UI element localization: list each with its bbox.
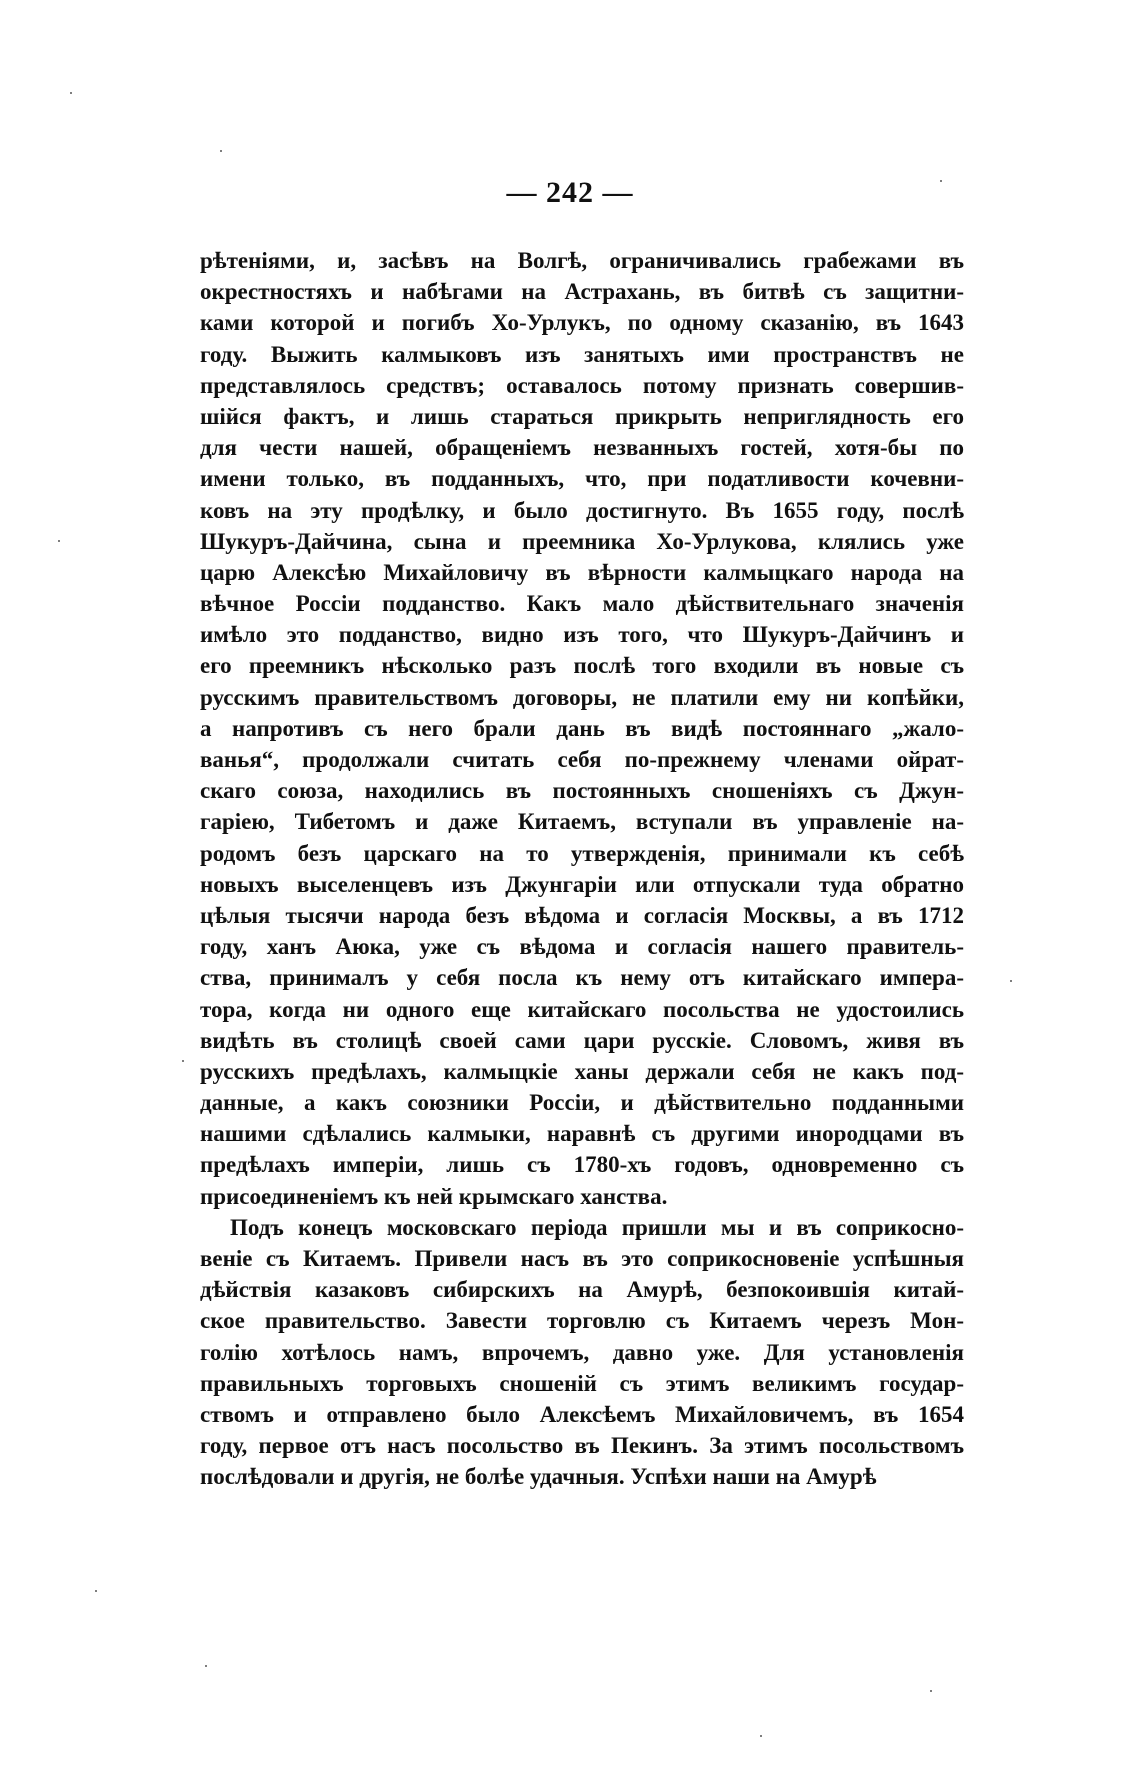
text-line: году, первое отъ насъ посольство въ Пекинъ. За этимъ посольствомъ [200, 1433, 964, 1459]
text-line: году, ханъ Аюка, уже съ вѣдома и согласія нашего правитель- [200, 934, 964, 960]
print-speck [58, 540, 60, 542]
text-line: для чести нашей, обращеніемъ незванныхъ гостей, хотя-бы по [200, 435, 964, 461]
text-line: дѣйствія казаковъ сибирскихъ на Амурѣ, безпокоившія китай- [200, 1277, 964, 1303]
text-line: предѣлахъ имперіи, лишь съ 1780-хъ годовъ, одновременно съ [200, 1152, 964, 1178]
page-number: — 242 — [506, 176, 634, 209]
text-line: царю Алексѣю Михайловичу въ вѣрности калмыцкаго народа на [200, 559, 964, 585]
text-line: новыхъ выселенцевъ изъ Джунгаріи или отпускали туда обратно [200, 871, 964, 897]
text-line: ванья“, продолжали считать себя по-прежнему членами ойрат- [200, 747, 964, 772]
paragraph [200, 1212, 964, 1493]
text-line: гаріею, Тибетомъ и даже Китаемъ, вступали въ управленіе на- [200, 809, 964, 835]
print-speck [940, 180, 942, 182]
text-line: родомъ безъ царскаго на то утвержденія, принимали къ себѣ [200, 840, 964, 866]
print-speck [205, 1665, 207, 1667]
text-line: имѣло это подданство, видно изъ того, что Шукуръ-Дайчинъ и [200, 622, 964, 648]
text-line: цѣлыя тысячи народа безъ вѣдома и согласія Москвы, а въ 1712 [200, 902, 964, 928]
text-line: нашими сдѣлались калмыки, наравнѣ съ другими инородцами въ [200, 1121, 964, 1147]
text-line: ства, принималъ у себя посла къ нему отъ китайскаго импера- [200, 965, 964, 991]
text-line: правильныхъ торговыхъ сношеній съ этимъ великимъ государ- [200, 1370, 964, 1396]
text-line: присоединеніемъ къ ней крымскаго ханства. [200, 1183, 668, 1209]
text-line: рѣтеніями, и, засѣвъ на Волгѣ, ограничивались грабежами въ [200, 248, 964, 273]
print-speck [182, 1060, 184, 1062]
text-line: русскимъ правительствомъ договоры, не платили ему ни копѣйки, [200, 684, 964, 710]
text-line: скаго союза, находились въ постоянныхъ сношеніяхъ съ Джун- [200, 778, 964, 804]
print-speck [760, 1735, 762, 1737]
text-line: послѣдовали и другія, не болѣе удачныя. Успѣхи наши на Амурѣ [200, 1464, 877, 1490]
text-line: а напротивъ съ него брали дань въ видѣ постояннаго „жало- [200, 715, 964, 741]
text-line: видѣть въ столицѣ своей сами цари русскіе. Словомъ, живя въ [200, 1027, 964, 1053]
text-line: вѣчное Россіи подданство. Какъ мало дѣйствительнаго значенія [200, 591, 964, 617]
print-speck [95, 1590, 97, 1592]
text-line: шійся фактъ, и лишь стараться прикрыть неприглядность его [200, 403, 964, 429]
text-line: окрестностяхъ и набѣгами на Астрахань, въ битвѣ съ защитни- [200, 279, 964, 305]
text-line: Подъ конецъ московскаго періода пришли мы и въ соприкосно- [230, 1214, 964, 1240]
text-line: имени только, въ подданныхъ, что, при податливости кочевни- [200, 466, 964, 492]
print-speck [930, 1690, 932, 1692]
text-line: тора, когда ни одного еще китайскаго посольства не удостоились [200, 996, 964, 1022]
text-line: голію хотѣлось намъ, впрочемъ, давно уже. Для установленія [200, 1339, 964, 1365]
print-speck [70, 92, 72, 94]
text-line: Шукуръ-Дайчина, сына и преемника Хо-Урлукова, клялись уже [200, 528, 964, 554]
print-speck [220, 150, 222, 152]
text-line: данные, а какъ союзники Россіи, и дѣйствительно подданными [200, 1090, 964, 1116]
body-text [200, 245, 964, 1493]
text-line: году. Выжить калмыковъ изъ занятыхъ ими пространствъ не [200, 341, 964, 367]
text-line: ками которой и погибъ Хо-Урлукъ, по одному сказанію, въ 1643 [200, 310, 964, 336]
text-line: русскихъ предѣлахъ, калмыцкіе ханы держали себя не какъ под- [200, 1058, 964, 1084]
text-line: его преемникъ нѣсколько разъ послѣ того входили въ новые съ [200, 653, 964, 679]
text-line: ствомъ и отправлено было Алексѣемъ Михайловичемъ, въ 1654 [200, 1401, 964, 1427]
text-line: представлялось средствъ; оставалось потому признать совершив- [200, 372, 964, 398]
text-line: веніе съ Китаемъ. Привели насъ въ это соприкосновеніе успѣшныя [200, 1246, 964, 1271]
text-line: ковъ на эту продѣлку, и было достигнуто. Въ 1655 году, послѣ [200, 497, 964, 523]
print-speck [1010, 980, 1012, 982]
paragraph [200, 245, 964, 1212]
text-line: ское правительство. Завести торговлю съ Китаемъ черезъ Мон- [200, 1308, 964, 1334]
